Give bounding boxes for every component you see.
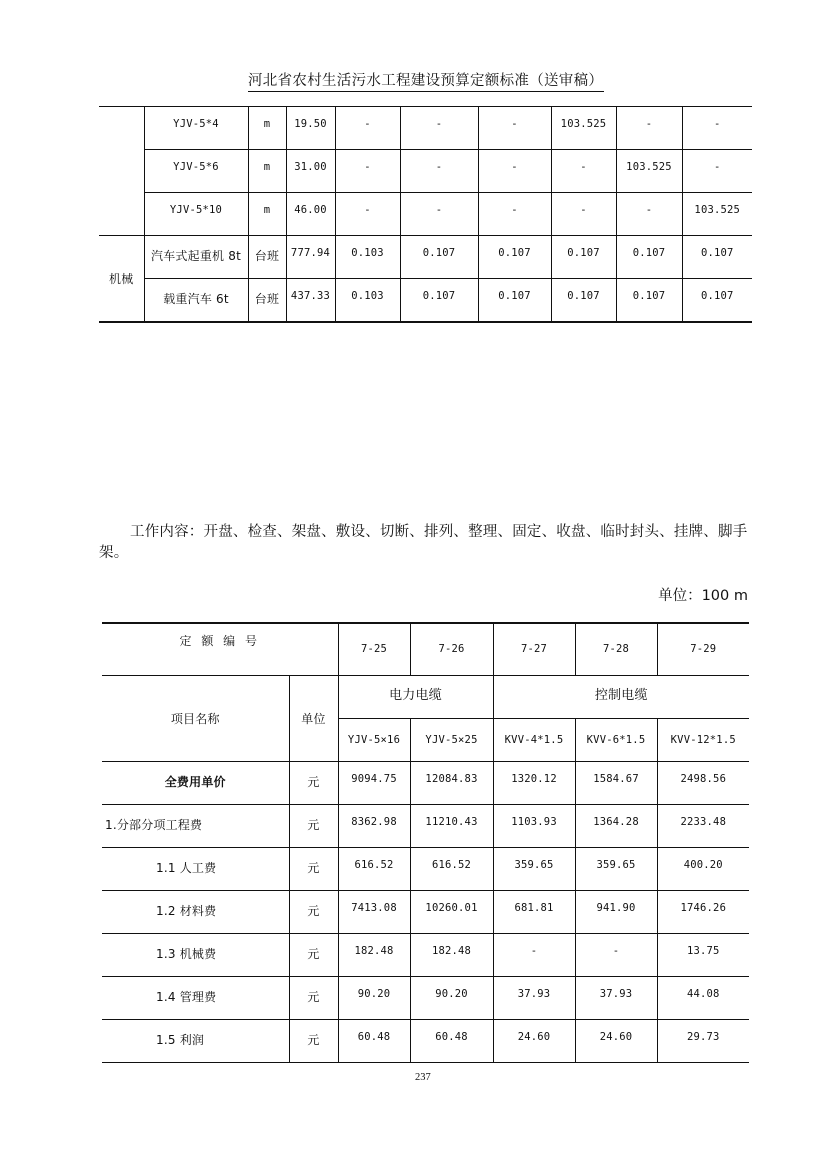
resource-price: 437.33 — [286, 279, 335, 323]
row-unit: 元 — [289, 890, 338, 933]
page-number: 237 — [415, 1072, 431, 1083]
resource-unit: m — [248, 107, 286, 150]
value-cell: 2498.56 — [657, 761, 749, 804]
spec-cell: KVV-4*1.5 — [493, 718, 575, 761]
resource-unit: m — [248, 150, 286, 193]
table-row — [99, 150, 752, 193]
resource-name: 汽车式起重机 8t — [144, 236, 248, 279]
value-cell: 1364.28 — [575, 804, 657, 847]
value-cell: 616.52 — [410, 847, 493, 890]
value-cell: 182.48 — [410, 933, 493, 976]
value-cell: 0.103 — [335, 236, 400, 279]
value-cell: 941.90 — [575, 890, 657, 933]
row-unit: 元 — [289, 804, 338, 847]
group-header-control-cable: 控制电缆 — [493, 675, 749, 718]
table-row — [99, 107, 752, 150]
quota-code-row — [102, 623, 749, 675]
table-row — [102, 847, 749, 890]
page-header-title: 河北省农村生活污水工程建设预算定额标准（送审稿） — [248, 73, 604, 92]
value-cell: 1103.93 — [493, 804, 575, 847]
continued-resource-table — [99, 106, 752, 323]
value-cell: - — [335, 150, 400, 193]
table-row — [102, 1019, 749, 1062]
value-cell: 2233.48 — [657, 804, 749, 847]
value-cell: 24.60 — [493, 1019, 575, 1062]
value-cell: 9094.75 — [338, 761, 410, 804]
quota-code: 7-26 — [410, 623, 493, 675]
table-row — [99, 193, 752, 236]
value-cell: 0.107 — [551, 279, 616, 323]
category-cell — [99, 107, 144, 236]
table-row — [102, 804, 749, 847]
value-cell: 44.08 — [657, 976, 749, 1019]
value-cell: 0.103 — [335, 279, 400, 323]
resource-name: YJV-5*10 — [144, 193, 248, 236]
row-name: 1.3 机械费 — [102, 933, 289, 976]
value-cell: 0.107 — [682, 279, 752, 323]
table-row — [102, 933, 749, 976]
table-row — [99, 236, 752, 279]
value-cell: 90.20 — [338, 976, 410, 1019]
quota-code: 7-28 — [575, 623, 657, 675]
value-cell: 103.525 — [551, 107, 616, 150]
resource-unit: m — [248, 193, 286, 236]
value-cell: - — [335, 107, 400, 150]
value-cell: 0.107 — [616, 236, 682, 279]
value-cell: 0.107 — [478, 236, 551, 279]
work-content: 工作内容：开盘、检查、架盘、敷设、切断、排列、整理、固定、收盘、临时封头、挂牌、脚手架。 — [99, 524, 748, 561]
resource-price: 46.00 — [286, 193, 335, 236]
value-cell: 60.48 — [410, 1019, 493, 1062]
value-cell: - — [400, 150, 478, 193]
value-cell: 616.52 — [338, 847, 410, 890]
row-name: 1.分部分项工程费 — [102, 804, 289, 847]
value-cell: 0.107 — [682, 236, 752, 279]
value-cell: - — [478, 150, 551, 193]
value-cell: 60.48 — [338, 1019, 410, 1062]
value-cell: 8362.98 — [338, 804, 410, 847]
value-cell: 1584.67 — [575, 761, 657, 804]
value-cell: - — [478, 193, 551, 236]
row-unit: 元 — [289, 976, 338, 1019]
resource-price: 31.00 — [286, 150, 335, 193]
value-cell: - — [335, 193, 400, 236]
value-cell: 11210.43 — [410, 804, 493, 847]
value-cell: 103.525 — [682, 193, 752, 236]
value-cell: 1746.26 — [657, 890, 749, 933]
value-cell: 10260.01 — [410, 890, 493, 933]
value-cell: 29.73 — [657, 1019, 749, 1062]
row-name: 1.1 人工费 — [102, 847, 289, 890]
spec-cell: YJV-5×25 — [410, 718, 493, 761]
value-cell: 24.60 — [575, 1019, 657, 1062]
value-cell: 359.65 — [575, 847, 657, 890]
value-cell: 0.107 — [400, 236, 478, 279]
row-unit: 元 — [289, 761, 338, 804]
value-cell: 0.107 — [478, 279, 551, 323]
resource-name: YJV-5*4 — [144, 107, 248, 150]
category-machinery: 机械 — [99, 236, 144, 323]
value-cell: 0.107 — [551, 236, 616, 279]
value-cell: 359.65 — [493, 847, 575, 890]
quota-label: 定 额 编 号 — [102, 623, 338, 675]
resource-unit: 台班 — [248, 236, 286, 279]
value-cell: 0.107 — [400, 279, 478, 323]
value-cell: - — [400, 193, 478, 236]
value-cell: - — [616, 107, 682, 150]
value-cell: 182.48 — [338, 933, 410, 976]
value-cell: 12084.83 — [410, 761, 493, 804]
spec-cell: KVV-12*1.5 — [657, 718, 749, 761]
spec-cell: YJV-5×16 — [338, 718, 410, 761]
quota-code: 7-25 — [338, 623, 410, 675]
row-unit: 元 — [289, 1019, 338, 1062]
quota-table — [102, 622, 749, 1063]
value-cell: - — [493, 933, 575, 976]
resource-price: 777.94 — [286, 236, 335, 279]
value-cell: - — [400, 107, 478, 150]
value-cell: 37.93 — [575, 976, 657, 1019]
resource-name: YJV-5*6 — [144, 150, 248, 193]
row-name: 全费用单价 — [102, 761, 289, 804]
value-cell: - — [616, 193, 682, 236]
value-cell: 400.20 — [657, 847, 749, 890]
value-cell: - — [682, 107, 752, 150]
group-header-power-cable: 电力电缆 — [338, 675, 493, 718]
table-row — [102, 761, 749, 804]
value-cell: 7413.08 — [338, 890, 410, 933]
quota-code: 7-27 — [493, 623, 575, 675]
row-name: 1.4 管理费 — [102, 976, 289, 1019]
row-unit: 元 — [289, 847, 338, 890]
value-cell: 13.75 — [657, 933, 749, 976]
unit-header: 单位 — [289, 675, 338, 761]
resource-name: 载重汽车 6t — [144, 279, 248, 323]
table-row — [102, 890, 749, 933]
value-cell: - — [551, 150, 616, 193]
value-cell: 37.93 — [493, 976, 575, 1019]
row-name: 1.2 材料费 — [102, 890, 289, 933]
resource-price: 19.50 — [286, 107, 335, 150]
value-cell: - — [551, 193, 616, 236]
value-cell: 1320.12 — [493, 761, 575, 804]
row-unit: 元 — [289, 933, 338, 976]
spec-cell: KVV-6*1.5 — [575, 718, 657, 761]
value-cell: 0.107 — [616, 279, 682, 323]
resource-unit: 台班 — [248, 279, 286, 323]
value-cell: - — [575, 933, 657, 976]
value-cell: 90.20 — [410, 976, 493, 1019]
table-row — [99, 279, 752, 323]
table-row — [102, 976, 749, 1019]
item-name-header: 项目名称 — [102, 675, 289, 761]
group-header-row — [102, 675, 749, 718]
value-cell: 681.81 — [493, 890, 575, 933]
quota-code: 7-29 — [657, 623, 749, 675]
row-name: 1.5 利润 — [102, 1019, 289, 1062]
value-cell: 103.525 — [616, 150, 682, 193]
value-cell: - — [478, 107, 551, 150]
value-cell: - — [682, 150, 752, 193]
unit-label: 单位：100 m — [658, 588, 748, 604]
